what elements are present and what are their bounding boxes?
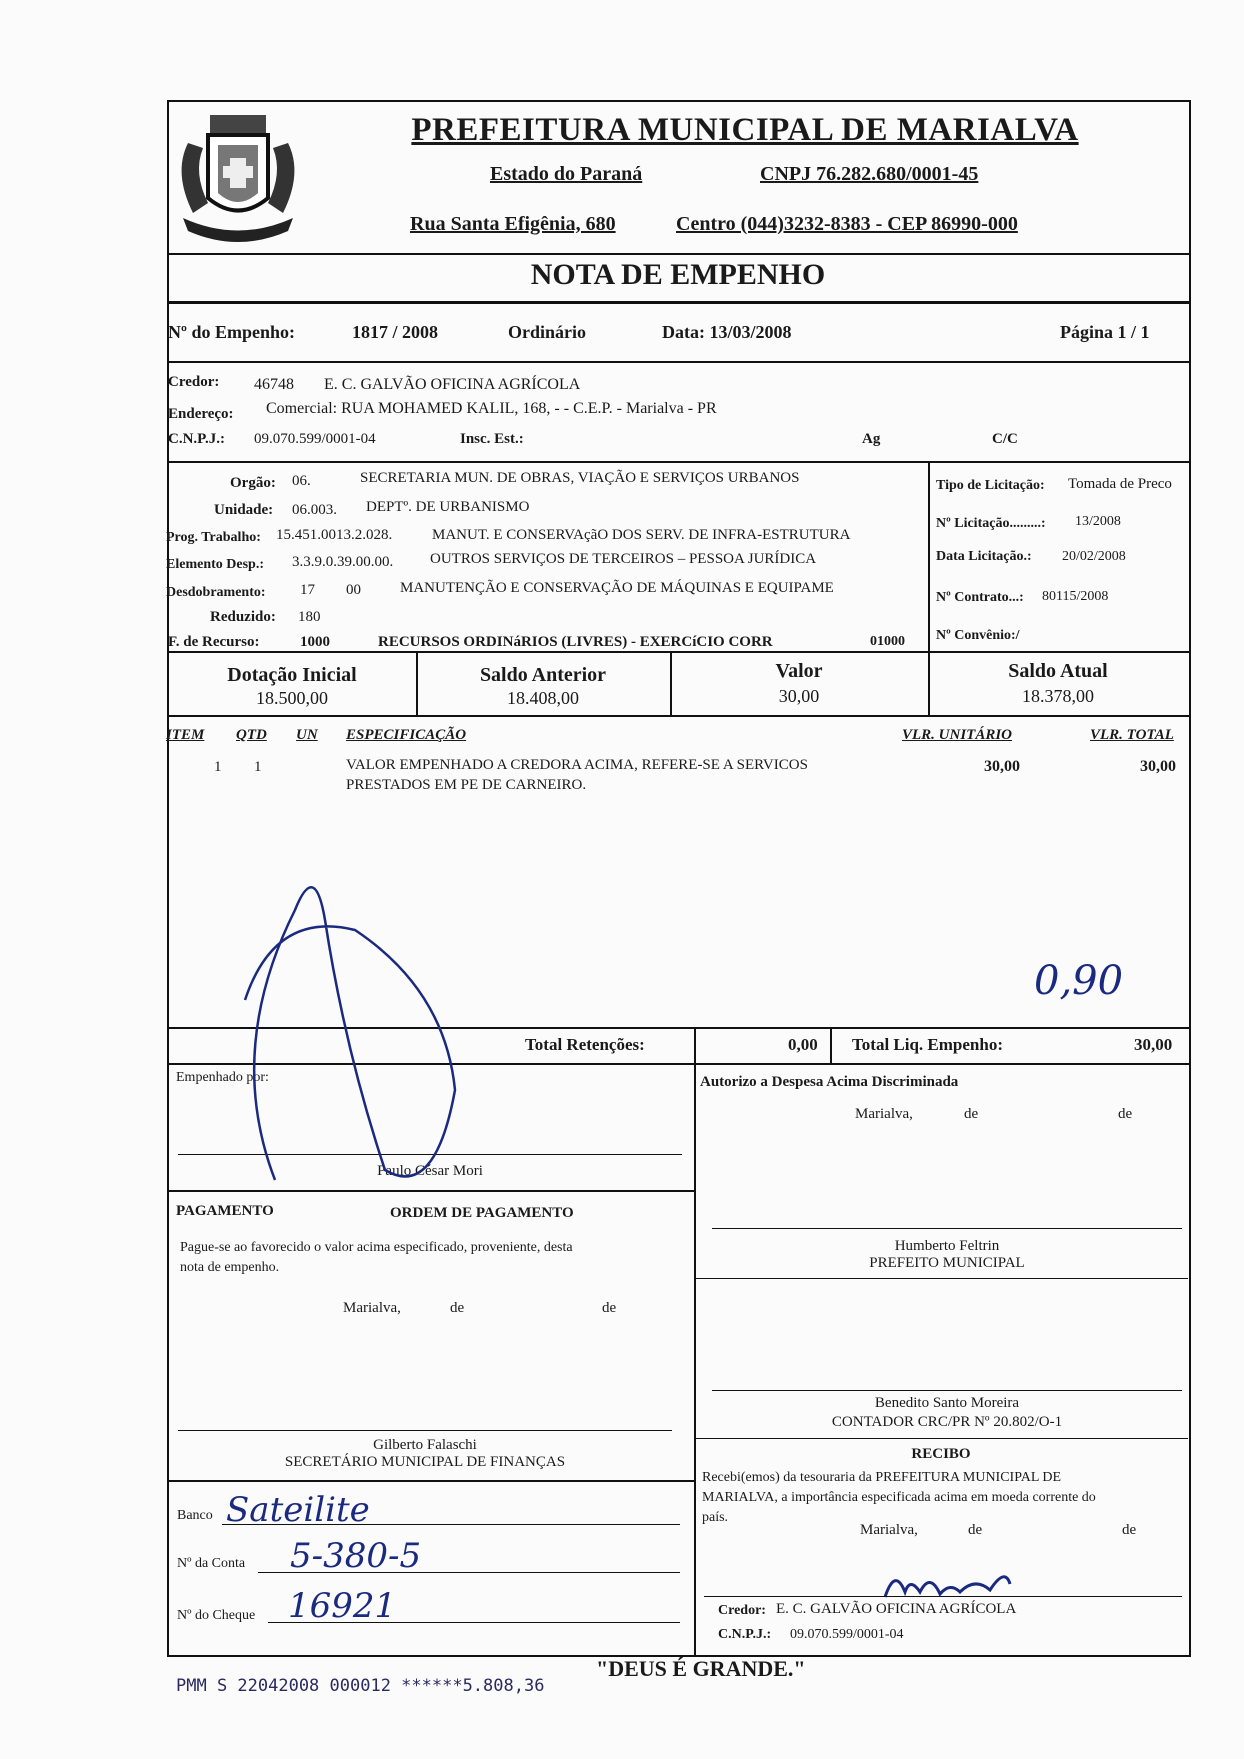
elemento-label: Elemento Desp.: [166,557,264,572]
account-label: C/C [992,431,1018,447]
empenho-number: 1817 / 2008 [352,322,439,342]
empenhado-por-label: Empenhado por: [176,1070,269,1085]
item-description-2: PRESTADOS EM PE DE CARNEIRO. [346,777,587,793]
desdobramento-a: 17 [300,582,315,598]
dotacao-label: Dotação Inicial [227,664,357,686]
empenhado-signer: Paulo César Mori [377,1163,483,1179]
elemento-name: OUTROS SERVIÇOS DE TERCEIROS – PESSOA JURÍDICA [430,551,817,567]
recibo-text-2: MARIALVA, a importância especificada acima em moeda corrente do [702,1490,1096,1505]
col-qtd: QTD [236,727,267,743]
total-liquido-label: Total Liq. Empenho: [852,1035,1003,1054]
recibo-cnpj-label: C.N.P.J.: [718,1627,772,1642]
document-type-title: NOTA DE EMPENHO [530,258,826,291]
creditor-label: Credor: [168,374,220,390]
ordem-pagamento-label: ORDEM DE PAGAMENTO [390,1205,574,1221]
pagamento-de-1: de [450,1300,465,1316]
licitacao-number-label: Nº Licitação.........: [936,516,1046,531]
item-total-value: 30,00 [1140,758,1176,775]
col-vlr-total: VLR. TOTAL [1090,727,1174,743]
header-address: Rua Santa Efigênia, 680 [410,213,616,235]
pagamento-de-2: de [602,1300,617,1316]
desdobramento-name: MANUTENÇÃO E CONSERVAÇÃO DE MÁQUINAS E EQUIPAME [400,580,834,596]
unidade-name: DEPTº. DE URBANISMO [366,499,530,515]
page-title: PREFEITURA MUNICIPAL DE MARIALVA [411,112,1079,148]
cheque-value: 16921 [288,1586,397,1626]
desdobramento-label: Desdobramento: [166,585,266,600]
recibo-credor: E. C. GALVÃO OFICINA AGRÍCOLA [776,1601,1017,1617]
creditor-cnpj: 09.070.599/0001-04 [254,431,376,447]
recibo-text-3: país. [702,1510,729,1525]
agency-label: Ag [862,431,881,447]
cheque-label: Nº do Cheque [177,1608,256,1623]
unidade-label: Unidade: [214,502,274,518]
recurso-label: F. de Recurso: [168,634,260,650]
creditor-code: 46748 [254,376,294,393]
total-liquido-value: 30,00 [1134,1035,1173,1054]
col-especificacao: ESPECIFICAÇÃO [346,727,467,743]
contrato-label: Nº Contrato...: [936,590,1024,605]
saldo-anterior-value: 18.408,00 [507,688,579,708]
recurso-number: 01000 [870,634,905,649]
cnpj-header: CNPJ 76.282.680/0001-45 [760,163,979,185]
state-name: Estado do Paraná [490,163,643,185]
empenho-date: Data: 13/03/2008 [662,322,792,342]
recurso-name: RECURSOS ORDINáRIOS (LIVRES) - EXERCíCIO CORR [378,634,773,650]
recibo-credor-label: Credor: [718,1603,766,1618]
item-number: 1 [214,759,222,775]
licitacao-number: 13/2008 [1075,514,1121,529]
autorizo-de-2: de [1118,1106,1133,1122]
recurso-code: 1000 [300,634,330,650]
col-item: ITEM [166,727,205,743]
tipo-licitacao-label: Tipo de Licitação: [936,478,1045,493]
saldo-atual-value: 18.378,00 [1022,686,1094,706]
orgao-code: 06. [292,473,311,489]
coat-of-arms [168,103,308,253]
recibo-cnpj: 09.070.599/0001-04 [790,1627,904,1642]
contrato-number: 80115/2008 [1042,589,1109,604]
item-unit-value: 30,00 [984,758,1020,775]
recibo-text-1: Recebi(emos) da tesouraria da PREFEITURA MUNICIPAL DE [702,1470,1062,1485]
empenho-type: Ordinário [508,322,587,342]
creditor-address: Comercial: RUA MOHAMED KALIL, 168, - - C.E.P. - Marialva - PR [266,400,717,417]
reduzido-value: 180 [298,609,321,625]
orgao-label: Orgão: [230,475,276,491]
retencoes-label: Total Retenções: [525,1035,645,1054]
retencoes-value: 0,00 [788,1035,818,1054]
col-un: UN [296,727,318,743]
col-vlr-unitario: VLR. UNITÁRIO [902,727,1013,743]
prog-trabalho-code: 15.451.0013.2.028. [276,527,393,543]
prog-trabalho-label: Prog. Trabalho: [166,530,261,545]
unidade-code: 06.003. [292,502,337,518]
orgao-name: SECRETARIA MUN. DE OBRAS, VIAÇÃO E SERVIÇOS URBANOS [360,470,800,486]
secretario-name: Gilberto Falaschi [373,1437,477,1453]
elemento-code: 3.3.9.0.39.00.00. [292,554,394,570]
page-number: Página 1 / 1 [1060,322,1150,342]
pagamento-place: Marialva, [343,1300,401,1316]
pagamento-text-2: nota de empenho. [180,1260,280,1275]
dotacao-value: 18.500,00 [256,688,328,708]
tipo-licitacao: Tomada de Preco [1068,476,1172,492]
creditor-name: E. C. GALVÃO OFICINA AGRÍCOLA [324,376,581,393]
secretario-role: SECRETÁRIO MUNICIPAL DE FINANÇAS [284,1454,566,1470]
reduzido-label: Reduzido: [210,609,276,625]
banco-value: Sateilite [226,1490,370,1530]
footer-stamp: PMM S 22042008 000012 ******5.808,36 [176,1676,545,1696]
autorizo-label: Autorizo a Despesa Acima Discriminada [700,1074,959,1090]
header-contact: Centro (044)3232-8383 - CEP 86990-000 [676,213,1018,235]
autorizo-de-1: de [964,1106,979,1122]
empenho-number-label: Nº do Empenho: [168,322,295,342]
handwritten-note: 0,90 [1034,958,1124,1004]
conta-label: Nº da Conta [177,1556,246,1571]
valor-value: 30,00 [778,686,820,706]
licitacao-date: 20/02/2008 [1062,549,1126,564]
licitacao-date-label: Data Licitação.: [936,549,1032,564]
pagamento-label: PAGAMENTO [176,1203,274,1219]
conta-value: 5-380-5 [290,1536,422,1576]
convenio-label: Nº Convênio:/ [936,628,1020,643]
item-qtd: 1 [254,759,262,775]
banco-label: Banco [177,1508,213,1523]
prefeito-role: PREFEITO MUNICIPAL [869,1255,1025,1271]
insc-est-label: Insc. Est.: [460,431,524,447]
saldo-atual-label: Saldo Atual [1008,660,1108,682]
empenho-signature [235,850,465,1195]
recibo-de-2: de [1122,1522,1137,1538]
recibo-de-1: de [968,1522,983,1538]
valor-label: Valor [775,660,823,682]
contador-role: CONTADOR CRC/PR Nº 20.802/O-1 [831,1414,1063,1430]
recibo-place: Marialva, [860,1522,918,1538]
autorizo-place: Marialva, [855,1106,913,1122]
contador-name: Benedito Santo Moreira [874,1395,1020,1411]
address-label: Endereço: [168,406,234,422]
saldo-anterior-label: Saldo Anterior [479,664,607,686]
pagamento-text-1: Pague-se ao favorecido o valor acima especificado, proveniente, desta [180,1240,573,1255]
desdobramento-b: 00 [346,582,361,598]
prog-trabalho-name: MANUT. E CONSERVAçãO DOS SERV. DE INFRA-ESTRUTURA [432,527,851,543]
prefeito-name: Humberto Feltrin [894,1238,1000,1254]
item-description-1: VALOR EMPENHADO A CREDORA ACIMA, REFERE-SE A SERVICOS [346,757,808,773]
recibo-title: RECIBO [911,1446,971,1462]
footer-motto: "DEUS É GRANDE." [596,1656,806,1681]
creditor-cnpj-label: C.N.P.J.: [168,431,225,447]
